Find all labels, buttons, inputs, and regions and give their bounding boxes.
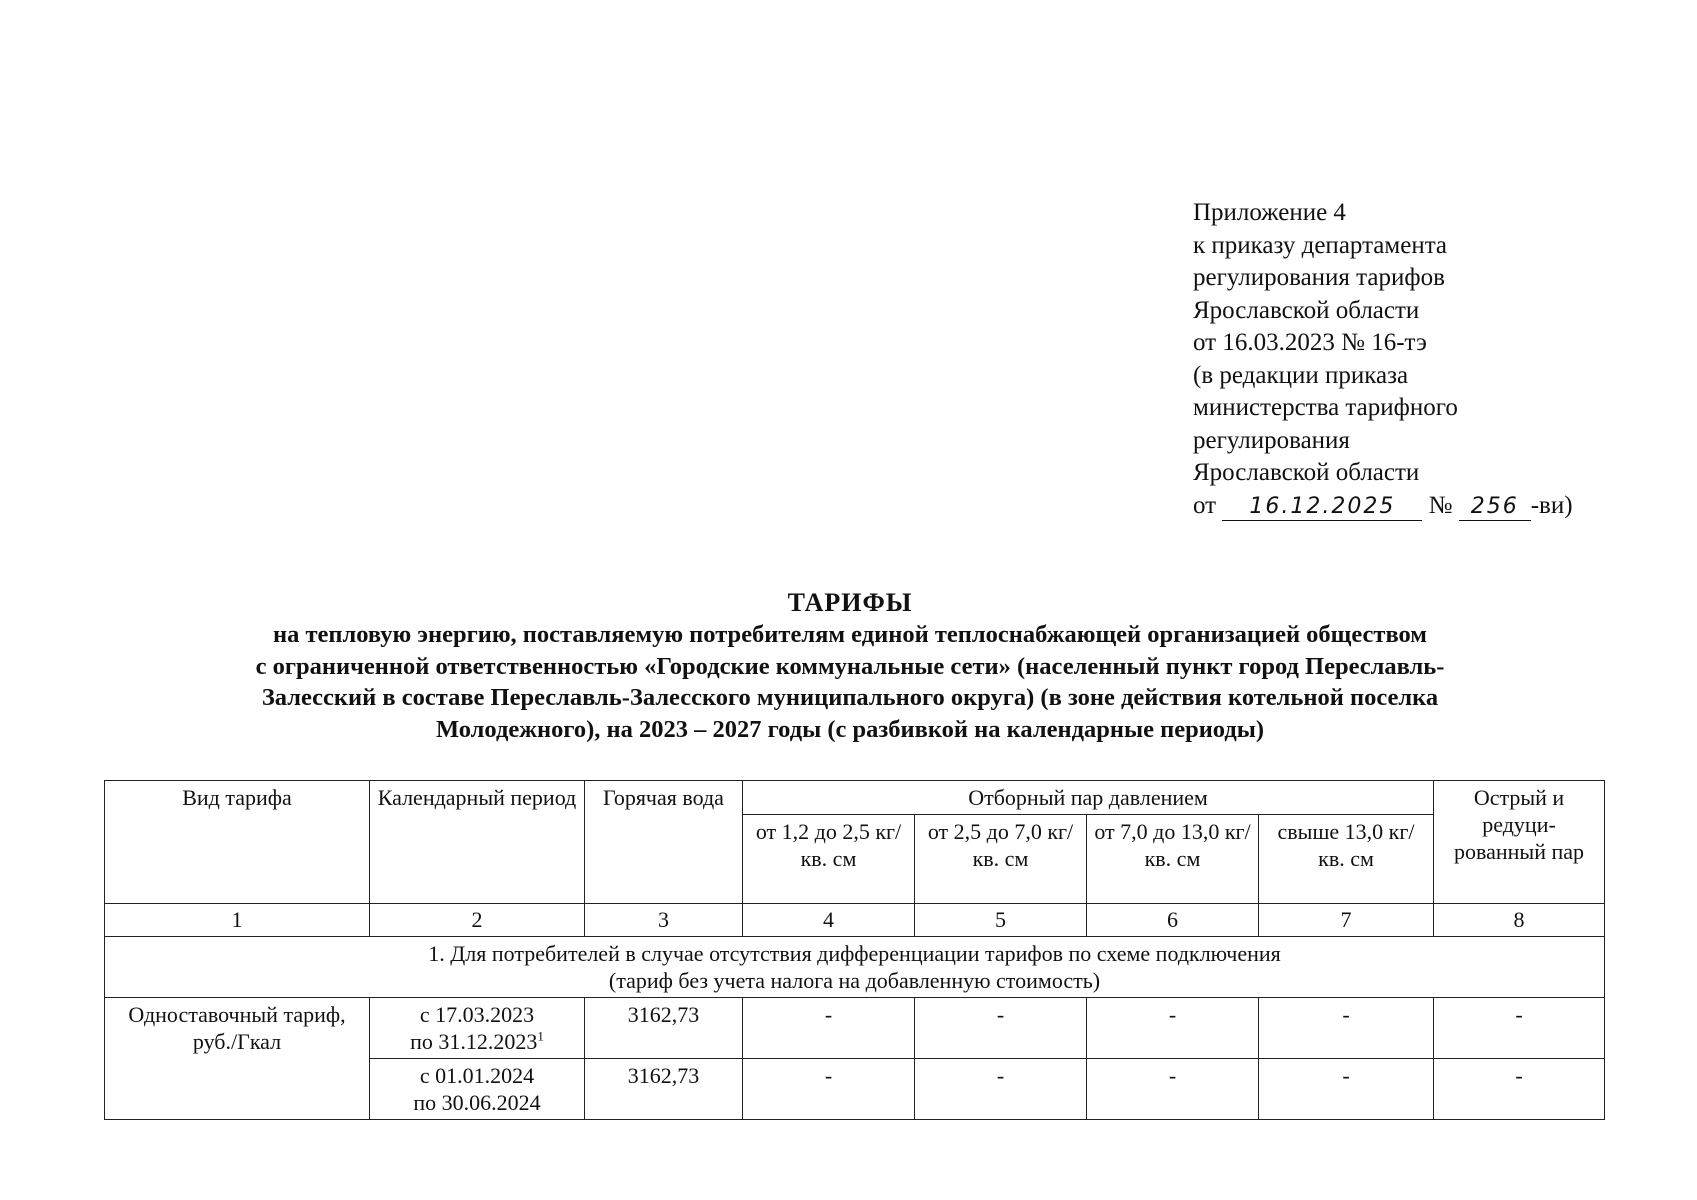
cell-period bbox=[370, 1059, 585, 1120]
cell-pressure-1: - bbox=[743, 998, 915, 1059]
table-header-row bbox=[105, 781, 1605, 815]
footnote-marker: 1 bbox=[537, 1028, 544, 1044]
cell-hot-water: 3162,73 bbox=[585, 1059, 743, 1120]
title-main: ТАРИФЫ bbox=[787, 588, 913, 617]
title-line: Залесский в составе Переславль-Залесского муниципального округа) (в зоне действия котельной поселка bbox=[261, 684, 1439, 711]
section-heading bbox=[105, 937, 1605, 998]
column-number: 4 bbox=[743, 904, 915, 937]
appendix-line: Приложение 4 bbox=[1193, 199, 1346, 226]
cell-pressure-3: - bbox=[1087, 998, 1259, 1059]
appendix-prefix: от bbox=[1193, 491, 1217, 519]
appendix-line: регулирования тарифов bbox=[1193, 264, 1445, 291]
column-number: 1 bbox=[105, 904, 370, 937]
table-row bbox=[105, 998, 1605, 1059]
tariff-table bbox=[104, 780, 1605, 1120]
cell-pressure-4: - bbox=[1259, 1059, 1434, 1120]
cell-pressure-2: - bbox=[915, 1059, 1087, 1120]
section-line: 1. Для потребителей в случае отсутствия дифференциации тарифов по схеме подключения bbox=[428, 941, 1281, 966]
period-to: по 30.06.2024 bbox=[413, 1090, 541, 1115]
title-line: с ограниченной ответственностью «Городские коммунальные сети» (населенный пункт город Переславль- bbox=[255, 652, 1445, 680]
appendix-line: Ярославской области bbox=[1193, 459, 1420, 486]
header-period: Календарный период bbox=[370, 781, 585, 904]
period-from: с 17.03.2023 bbox=[419, 1002, 535, 1027]
appendix-suffix: -ви) bbox=[1530, 491, 1573, 519]
header-pressure-2: от 2,5 до 7,0 кг/ кв. см bbox=[915, 815, 1087, 904]
period-from: с 01.01.2024 bbox=[419, 1063, 535, 1088]
column-number-row bbox=[105, 904, 1605, 937]
appendix-line: министерства тарифного bbox=[1193, 394, 1458, 421]
number-sign: № bbox=[1428, 491, 1453, 519]
header-pressure-3: от 7,0 до 13,0 кг/ кв. см bbox=[1087, 815, 1259, 904]
cell-sharp-steam: - bbox=[1434, 998, 1605, 1059]
header-pressure-4: свыше 13,0 кг/ кв. см bbox=[1259, 815, 1434, 904]
header-sharp-steam: Острый и редуци-рованный пар bbox=[1434, 781, 1605, 904]
column-number: 7 bbox=[1259, 904, 1434, 937]
column-number: 6 bbox=[1087, 904, 1259, 937]
header-hot-water: Горячая вода bbox=[585, 781, 743, 904]
title-line: Молодежного), на 2023 – 2027 годы (с разбивкой на календарные периоды) bbox=[435, 715, 1265, 743]
header-selected-steam: Отборный пар давлением bbox=[743, 781, 1434, 815]
section-line: (тариф без учета налога на добавленную стоимость) bbox=[608, 968, 1101, 993]
header-tariff-type: Вид тарифа bbox=[105, 781, 370, 904]
handwritten-number: 256 bbox=[1459, 494, 1531, 521]
period-to-line bbox=[376, 1028, 578, 1055]
column-number: 5 bbox=[915, 904, 1087, 937]
column-number: 3 bbox=[585, 904, 743, 937]
cell-pressure-3: - bbox=[1087, 1059, 1259, 1120]
column-number: 8 bbox=[1434, 904, 1605, 937]
section-row bbox=[105, 937, 1605, 998]
period-to: по 31.12.2023 bbox=[410, 1029, 538, 1054]
cell-pressure-1: - bbox=[743, 1059, 915, 1120]
cell-tariff-type: Одноставочный тариф, руб./Гкал bbox=[105, 998, 370, 1120]
title-line: на тепловую энергию, поставляемую потребителям единой теплоснабжающей организацией обществом bbox=[272, 621, 1427, 648]
header-pressure-1: от 1,2 до 2,5 кг/ кв. см bbox=[743, 815, 915, 904]
appendix-signature-line bbox=[1193, 490, 1573, 523]
cell-hot-water: 3162,73 bbox=[585, 998, 743, 1059]
cell-pressure-4: - bbox=[1259, 998, 1434, 1059]
cell-pressure-2: - bbox=[915, 998, 1087, 1059]
appendix-line: от 16.03.2023 № 16-тэ bbox=[1193, 329, 1427, 356]
column-number: 2 bbox=[370, 904, 585, 937]
appendix-line: к приказу департамента bbox=[1193, 231, 1448, 259]
appendix-line: регулирования bbox=[1193, 426, 1350, 454]
handwritten-date: 16.12.2025 bbox=[1222, 494, 1422, 521]
appendix-line: (в редакции приказа bbox=[1193, 361, 1409, 389]
appendix-block bbox=[1193, 197, 1573, 522]
cell-period bbox=[370, 998, 585, 1059]
document-title bbox=[140, 587, 1560, 745]
cell-sharp-steam: - bbox=[1434, 1059, 1605, 1120]
appendix-line: Ярославской области bbox=[1193, 296, 1420, 324]
